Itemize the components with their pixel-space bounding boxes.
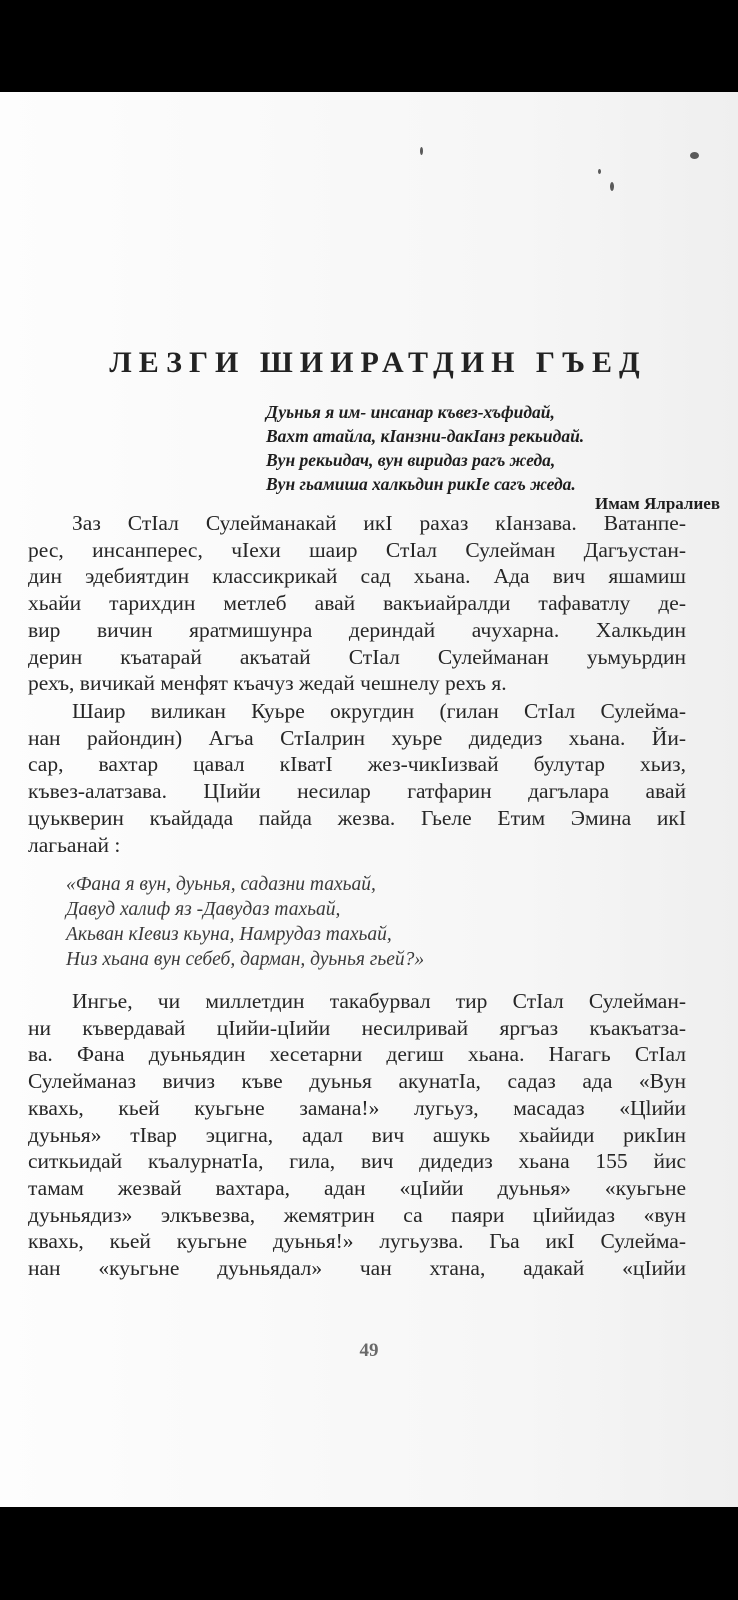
print-speck — [598, 169, 601, 174]
text-line: дуьньядиз» элкъвезва, жемятрин са паяри цIийидаз «вун — [28, 1202, 686, 1227]
text-line: дерин къатарай акъатай СтIал Сулейманан уьмуьрдин — [28, 644, 686, 669]
epigraph-author: Имам Ялралиев — [595, 494, 720, 513]
text-line: лагьанай : — [28, 832, 121, 857]
text-line: рес, инсанперес, чIехи шаир СтIал Сулейман Дагъустан- — [28, 537, 686, 562]
poem-line: Давуд халиф яз -Давудаз тахьай, — [66, 899, 341, 920]
text-line: дин эдебиятдин классикрикай сад хьана. Ада вич яшамиш — [28, 564, 686, 589]
text-line: Шаир виликан Куьре округдин (гилан СтIал Сулейма- — [72, 699, 686, 723]
poem-quote — [66, 872, 424, 972]
text-line: ни къвердавай цIийи-цIийи несилривай яргъаз къакъатза- — [28, 1015, 686, 1040]
text-line: сар, вахтар цавал кIватI жез-чикIизвай булутар хьиз, — [28, 752, 686, 777]
paragraph-1 — [28, 510, 686, 697]
text-line: вир вичин яратмишунра дериндай ачухарна. Халкьдин — [28, 617, 686, 642]
text-line: Сулейманаз вичиз къве дуьнья акунатIа, садаз ада «Вун — [28, 1069, 686, 1094]
text-line: Ингье, чи миллетдин такабурвал тир СтIал Сулейман- — [72, 989, 686, 1013]
poem-line: Акьван кIевиз кьуна, Намрудаз тахьай, — [66, 924, 392, 945]
epigraph-line: Вахт атайла, кIанзни-дакIанз рекьидай. — [266, 426, 585, 446]
text-line: рехъ, вичикай менфят къачуз жедай чешнелу рехъ я. — [28, 671, 507, 696]
text-line: ситкьидай къалурнатIа, гила, вич дидедиз хьана 155 йис — [28, 1149, 686, 1174]
text-line: нан райондин) Агъа СтIалрин хуьре дидедиз хьана. Йи- — [28, 725, 686, 750]
text-line: квахь, кьей куьгьне замана!» лугьуз, масадаз «Цlийи — [28, 1095, 686, 1120]
paragraph-3 — [28, 988, 686, 1282]
text-line: къвез-алатзава. ЦIийи несилар гатфарин дагълара авай — [28, 779, 686, 804]
text-line: цуькверин къайдада пайда жезва. Гьеле Етим Эмина икI — [28, 805, 686, 830]
text-line: нан «куьгьне дуьньядал» чан хтана, адакай «цIийи — [28, 1256, 686, 1281]
poem-line: «Фана я вун, дуьнья, садазни тахьай, — [66, 874, 376, 895]
text-line: Заз СтIал Сулейманакай икI рахаз кIанзава. Ватанпе- — [72, 511, 686, 535]
print-speck — [690, 152, 699, 159]
text-line: дуьнья» тIвар эцигна, адал вич ашукь хьайиди рикIин — [28, 1122, 686, 1147]
text-line: квахь, кьей куьгьне дуьнья!» лугьузва. Гьа икI Сулейма- — [28, 1229, 686, 1254]
text-line: ва. Фана дуьньядин хесетарни дегиш хьана. Нагагь СтIал — [28, 1042, 686, 1067]
epigraph-line: Вун рекьидач, вун виридаз рагъ жеда, — [266, 450, 556, 470]
page-number: 49 — [359, 1340, 379, 1361]
book-page — [0, 92, 738, 1507]
text-line: тамам жезвай вахтара, адан «цIийи дуьнья» «куьгьне — [28, 1175, 686, 1200]
text-line: хьайи тарихдин метлеб авай вакъиайралди тафаватлу де- — [28, 591, 686, 616]
paragraph-2 — [28, 698, 686, 858]
epigraph-line: Вун гьамиша халкьдин рикIе сагъ жеда. — [266, 474, 576, 494]
print-speck — [420, 147, 423, 155]
epigraph-line: Дуьнья я им- инсанар къвез-хъфидай, — [266, 402, 555, 422]
chapter-title: ЛЕЗГИ ШИИРАТДИН ГЪЕД — [109, 346, 647, 379]
poem-line: Низ хьана вун себеб, дарман, дуьнья гьей?» — [66, 949, 425, 970]
epigraph — [266, 400, 584, 496]
print-speck — [610, 182, 614, 191]
